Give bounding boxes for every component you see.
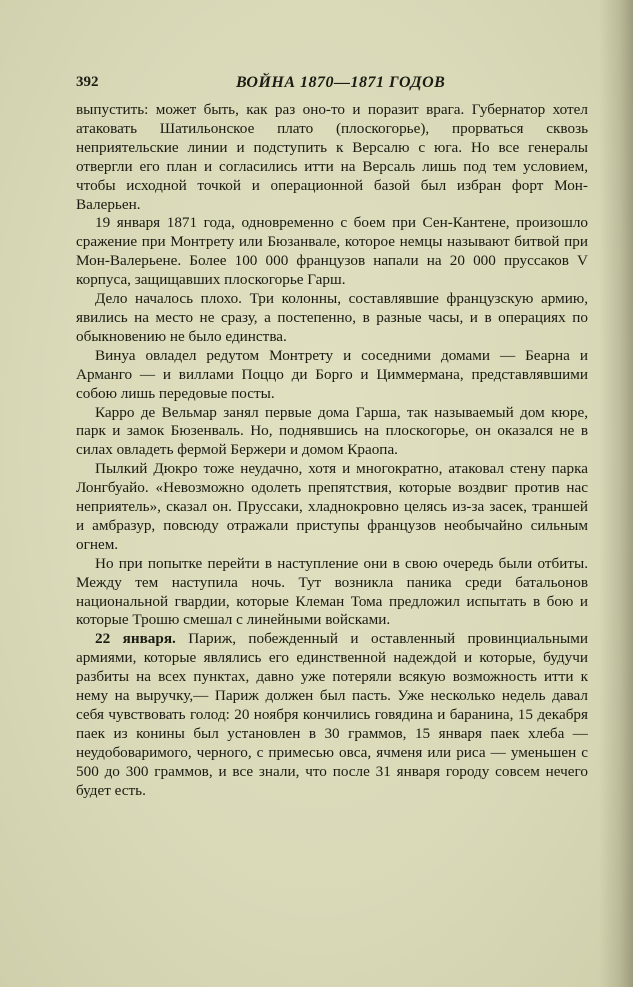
running-title: ВОЙНА 1870—1871 ГОДОВ [236, 74, 446, 91]
paragraph: Но при попытке перейти в наступление они в свою очередь были отбиты. Между тем наступила ночь. Тут возникла паника среди батальонов национальной гвардии, которые Клеман Тома предложил испытать в бою и которые Трошю смешал с линейными войсками. [76, 554, 588, 629]
date-heading: 22 января. [95, 630, 176, 648]
paragraph: Винуа овладел редутом Монтрету и соседними домами — Беарна и Арманго — и виллами Поццо ди Борго и Циммермана, представлявшими собою лишь передовые посты. [76, 346, 588, 402]
paragraph [76, 630, 588, 800]
body-text [76, 101, 588, 801]
page-spine-shadow [599, 0, 633, 987]
paragraph: Карро де Вельмар занял первые дома Гарша, так называемый дом кюре, парк и замок Бюзенваль. Но, поднявшись на плоскогорье, он оказался не в силах овладеть фермой Бержери и домом Краопа. [76, 403, 588, 459]
paragraph: 19 января 1871 года, одновременно с боем при Сен-Кантене, произошло сражение при Монтрету или Бюзанвале, которое немцы называют битвой при Мон-Валерьене. Более 100 000 французов напали на 20 000 пруссаков V корпуса, защищавших плоскогорье Гарш. [76, 214, 588, 289]
paragraph: Пылкий Дюкро тоже неудачно, хотя и многократно, атаковал стену парка Лонгбуайо. «Невозможно одолеть препятствия, которые воздвиг против нас неприятель», сказал он. Пруссаки, хладнокровно целясь из-за засек, траншей и амбразур, повсюду отражали приступы французов необычайно сильным огнем. [76, 460, 588, 553]
paragraph: Дело началось плохо. Три колонны, составлявшие французскую армию, явились на место не сразу, а постепенно, в разные часы, и в операциях по обыкновению не было единства. [76, 290, 588, 345]
page-number: 392 [76, 74, 99, 90]
paragraph: выпустить: может быть, как раз оно-то и поразит врага. Губернатор хотел атаковать Шатильонское плато (плоскогорье), прорваться сквозь неприятельские линии и подступить к Версалю с юга. Но все генералы отвергли его план и согласились итти на Версаль лишь под тем условием, чтобы исходной точкой и операционной базой был избран форт Мон-Валерьен. [76, 101, 588, 213]
page-header [76, 74, 576, 94]
paragraph-text: Париж, побежденный и оставленный провинциальными армиями, которые являлись его единственной надеждой и которые, будучи разбиты на всех пунктах, давно уже потеряли всякую возможность итти к нему на выручку,— Париж должен был пасть. Уже несколько недель давал себя чувствовать голод: 20 ноября кончились говядина и баранина, 15 декабря паек из конины был установлен в 30 граммов, 15 января паек хлеба — неудобоваримого, черного, с примесью овса, ячменя или риса — уменьшен с 500 до 300 граммов, и все знали, что после 31 января городу совсем нечего будет есть. [76, 630, 588, 799]
